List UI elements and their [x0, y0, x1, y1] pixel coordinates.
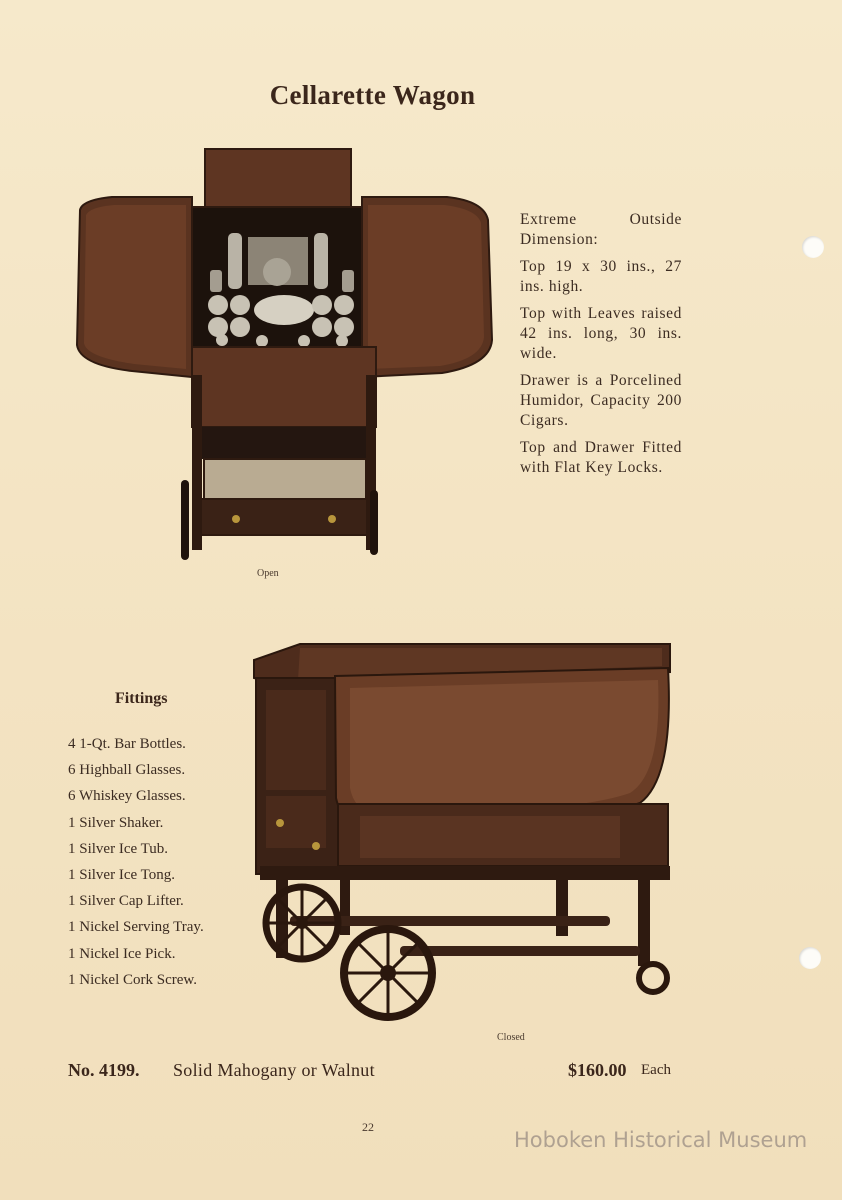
spec-line: Top and Drawer Fitted with Flat Key Locks. — [520, 439, 682, 476]
binder-hole-bottom — [799, 947, 821, 969]
open-caption: Open — [257, 568, 279, 579]
fittings-list — [68, 733, 248, 995]
list-item: 1 Silver Cap Lifter. — [68, 893, 184, 910]
dimensions-text — [520, 210, 682, 485]
closed-caption: Closed — [497, 1032, 525, 1043]
product-number: No. 4199. — [68, 1060, 140, 1080]
price-unit: Each — [641, 1062, 671, 1078]
product-line — [68, 1060, 688, 1086]
product-price: $160.00 — [568, 1060, 627, 1080]
list-item: 1 Nickel Cork Screw. — [68, 971, 197, 988]
spec-line: Drawer is a Porcelined Humidor, Capacity 200 Cigars. — [520, 372, 682, 429]
spec-line: Top 19 x 30 ins., 27 ins. high. — [520, 258, 682, 295]
spec-line: Top with Leaves raised 42 ins. long, 30 ins. wide. — [520, 305, 682, 362]
museum-watermark: Hoboken Historical Museum — [514, 1128, 808, 1152]
list-item: 1 Nickel Ice Pick. — [68, 945, 176, 962]
fittings-heading: Fittings — [115, 690, 168, 707]
list-item: 1 Silver Ice Tong. — [68, 866, 175, 883]
closed-wagon-illustration — [250, 638, 680, 1033]
list-item: 1 Silver Shaker. — [68, 814, 164, 831]
list-item: 6 Whiskey Glasses. — [68, 788, 186, 805]
product-description: Solid Mahogany or Walnut — [173, 1060, 375, 1080]
spec-line: Extreme Outside Dimension: — [520, 211, 682, 248]
list-item: 1 Silver Ice Tub. — [68, 840, 169, 857]
list-item: 4 1-Qt. Bar Bottles. — [68, 736, 186, 752]
open-wagon-illustration — [72, 145, 497, 570]
list-item: 6 Highball Glasses. — [68, 762, 186, 779]
list-item: 1 Nickel Serving Tray. — [68, 919, 204, 936]
binder-hole-top — [802, 236, 824, 258]
page-number: 22 — [362, 1120, 374, 1134]
page-title: Cellarette Wagon — [269, 80, 476, 110]
